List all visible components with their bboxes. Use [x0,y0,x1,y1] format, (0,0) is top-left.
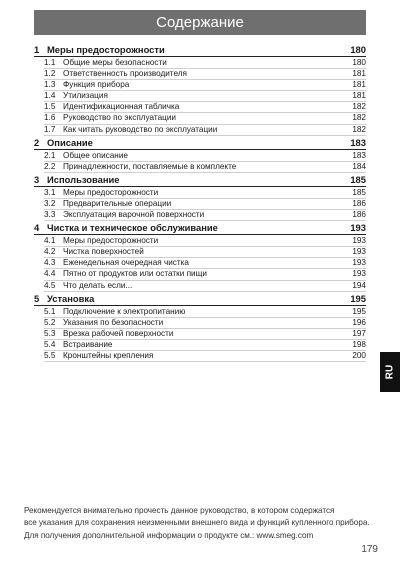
toc-entry-num: 4.5 [44,280,56,290]
toc-section-num: 2 [34,136,40,148]
toc-entry[interactable] [44,199,366,210]
toc-section [34,137,366,173]
toc-entry-title: Меры предосторожности [63,236,159,246]
toc-entry-title: Общее описание [63,150,128,160]
contents-header [34,10,366,35]
toc-entry-num: 4.4 [44,269,56,279]
toc-entry-title: Ответственность производителя [63,69,187,79]
toc-entry-page: 180 [352,58,366,67]
footer-line: Рекомендуется внимательно прочесть данное руководство, в котором содержатся [24,506,335,515]
toc-section-title: Меры предосторожности [47,44,165,55]
toc-entry-title: Общие меры безопасности [63,58,167,67]
toc-entry-title: Указания по безопасности [63,317,164,327]
toc-section [34,44,366,136]
toc-section-title: Чистка и техническое обслуживание [47,222,218,234]
toc-entry-title: Подключение к электропитанию [63,306,186,316]
toc-entry-num: 4.2 [44,247,56,257]
toc-section-page: 185 [350,173,366,185]
language-tab-label: RU [384,364,396,380]
toc-entry-page: 185 [352,187,366,197]
toc-entry[interactable] [44,151,366,162]
toc-entry[interactable] [44,258,366,269]
toc-entry-num: 3.3 [44,210,56,220]
toc-section-num: 4 [34,222,40,234]
toc-entry-title: Меры предосторожности [63,187,159,197]
toc-entry-title: Руководство по эксплуатации [63,113,176,123]
toc-entry-num: 1.3 [44,80,56,90]
toc-entry-num: 1.7 [44,124,56,134]
footer-line: Для получения дополнительной информации о продукте см.: www.smeg.com [24,530,314,540]
toc-entry-title: Еженедельная очередная чистка [63,258,189,268]
toc-entry-num: 3.2 [44,198,56,208]
toc-entry[interactable] [44,80,366,91]
toc-entry-title: Принадлежности, поставляемые в комплекте [63,161,237,171]
toc-section-page: 180 [350,44,366,55]
toc-entry-page: 193 [352,258,366,268]
toc-entry-title: Идентификационная табличка [63,102,180,112]
toc-entry[interactable] [44,307,366,318]
toc-entry-page: 196 [352,317,366,327]
toc-entry[interactable] [44,162,366,173]
toc-section-page: 183 [350,136,366,148]
toc-entry-num: 1.6 [44,113,56,123]
toc-section-heading[interactable] [34,222,366,235]
toc-entry-title: Врезка рабочей поверхности [63,328,174,338]
toc-entry[interactable] [44,125,366,136]
toc-entry-num: 5.5 [44,350,56,360]
toc-entry-title: Пятно от продуктов или остатки пищи [63,269,207,279]
toc-entry[interactable] [44,69,366,80]
toc-section-page: 195 [350,292,366,304]
toc-entry-num: 4.3 [44,258,56,268]
toc-section-heading[interactable] [34,137,366,150]
toc-entry-title: Утилизация [63,91,108,101]
toc-section [34,174,366,221]
toc-entry-title: Чистка поверхностей [63,247,144,257]
toc-section-num: 3 [34,173,40,185]
toc-entry[interactable] [44,91,366,102]
toc-entry[interactable] [44,269,366,280]
toc-section-title: Установка [47,292,95,304]
toc-entry-page: 195 [352,306,366,316]
toc-entry[interactable] [44,236,366,247]
language-tab [380,352,400,392]
toc-entry[interactable] [44,340,366,351]
footer-note [24,505,378,542]
toc-entry-title: Функция прибора [63,80,130,90]
contents-title: Содержание [156,14,244,31]
toc-entry-title: Кронштейны крепления [63,350,154,360]
toc-entry-page: 182 [352,102,366,112]
toc-section-page: 193 [350,222,366,234]
toc-entry[interactable] [44,351,366,362]
toc-entry-page: 186 [352,198,366,208]
toc-entry-page: 182 [352,113,366,123]
toc-entry-title: Предварительные операции [63,198,172,208]
toc-entry-page: 193 [352,236,366,246]
toc-entry-title: Что делать если... [63,280,133,290]
toc-section-title: Использование [47,173,120,185]
toc-entry-title: Как читать руководство по эксплуатации [63,124,218,134]
toc-entry-title: Встраивание [63,339,113,349]
toc-entry-num: 5.3 [44,328,56,338]
toc-entry-num: 1.2 [44,69,56,79]
toc-entry-page: 193 [352,269,366,279]
toc-section-heading[interactable] [34,44,366,57]
toc-entry-page: 182 [352,124,366,134]
toc-entry-page: 183 [352,150,366,160]
toc-entry-num: 5.1 [44,306,56,316]
table-of-contents [34,44,366,362]
toc-entry-page: 193 [352,247,366,257]
toc-entry-page: 200 [352,350,366,360]
toc-entry[interactable] [44,58,366,69]
page-number: 179 [361,544,378,555]
toc-section-heading[interactable] [34,174,366,187]
toc-entry[interactable] [44,318,366,329]
toc-entry-page: 184 [352,161,366,171]
toc-entry-page: 186 [352,210,366,220]
toc-entry-num: 2.1 [44,150,56,160]
toc-entry[interactable] [44,188,366,199]
toc-entry[interactable] [44,247,366,258]
toc-entry-num: 1.5 [44,102,56,112]
toc-entry-num: 1.4 [44,91,56,101]
toc-section-num: 1 [34,44,40,55]
toc-entry[interactable] [44,329,366,340]
toc-entry-title: Эксплуатация варочной поверхности [63,210,205,220]
toc-entry-page: 181 [352,80,366,90]
toc-entry[interactable] [44,113,366,124]
toc-section-num: 5 [34,292,40,304]
toc-entry-page: 181 [352,91,366,101]
toc-entry-page: 198 [352,339,366,349]
toc-entry-num: 2.2 [44,161,56,171]
toc-entry-num: 5.2 [44,317,56,327]
toc-section-heading[interactable] [34,293,366,306]
toc-entry[interactable] [44,281,366,292]
toc-entry-num: 3.1 [44,187,56,197]
toc-entry-page: 197 [352,328,366,338]
toc-entry-num: 4.1 [44,236,56,246]
toc-entry-page: 181 [352,69,366,79]
toc-entry[interactable] [44,210,366,221]
toc-entry-page: 194 [352,280,366,290]
toc-section-title: Описание [47,136,93,148]
toc-section [34,222,366,291]
toc-entry-num: 5.4 [44,339,56,349]
toc-section [34,293,366,362]
toc-entry[interactable] [44,102,366,113]
toc-entry-num: 1.1 [44,58,56,67]
footer-line: все указания для сохранения неизменными внешнего вида и функций купленного прибора. [24,518,370,528]
